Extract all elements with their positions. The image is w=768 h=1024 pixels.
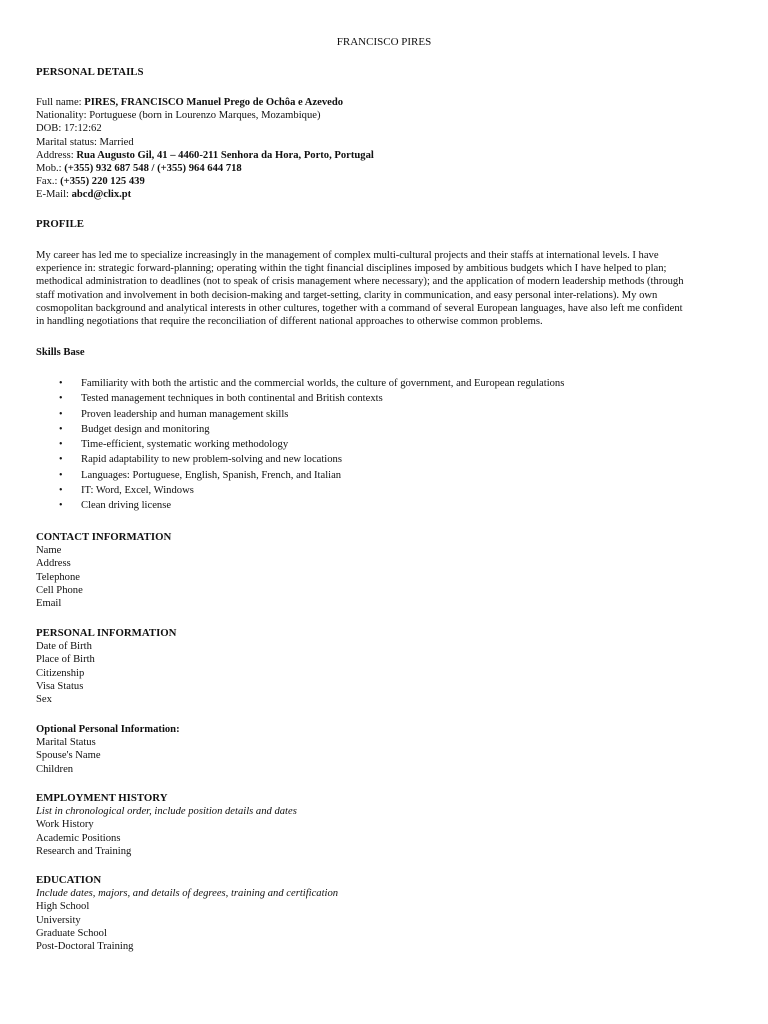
profile-line: cosmopolitan background and analytical interests in other cultures, together with a command of several European languages, have also left me confident xyxy=(36,302,683,314)
list-item: Cell Phone xyxy=(36,584,83,596)
employment-history-section xyxy=(36,792,736,858)
profile-line: experience in: strategic forward-planning; operating within the tight financial disciplines imposed by ambitious budgets which I have helped to plan; xyxy=(36,263,667,275)
skill-text: Clean driving license xyxy=(81,500,172,512)
list-item: High School xyxy=(36,901,90,913)
mobile-label: Mob.: xyxy=(36,163,65,175)
contact-information-section xyxy=(36,531,736,610)
skill-text: Languages: Portuguese, English, Spanish, French, and Italian xyxy=(81,469,342,481)
full-name-line xyxy=(36,96,736,109)
marital-status-line: Marital status: Married xyxy=(36,136,134,148)
fax-value: (+355) 220 125 439 xyxy=(60,176,145,188)
list-item xyxy=(36,408,736,423)
list-item: Post-Doctoral Training xyxy=(36,941,134,953)
list-item xyxy=(36,377,736,392)
personal-details-block xyxy=(36,96,736,202)
address-value: Rua Augusto Gil, 41 – 4460-211 Senhora da Hora, Porto, Portugal xyxy=(76,149,374,161)
list-item: Telephone xyxy=(36,571,80,583)
personal-details-heading: PERSONAL DETAILS xyxy=(36,66,144,78)
list-item: Address xyxy=(36,558,71,570)
list-item: Work History xyxy=(36,819,94,831)
bullet-icon: • xyxy=(59,393,63,405)
skill-text: Proven leadership and human management skills xyxy=(81,408,289,420)
list-item xyxy=(36,453,736,468)
contact-information-heading: CONTACT INFORMATION xyxy=(36,531,172,543)
list-item: Research and Training xyxy=(36,845,132,857)
full-name-value: PIRES, FRANCISCO Manuel Prego de Ochôa e Azevedo xyxy=(84,97,344,108)
fax-line xyxy=(36,175,736,188)
list-item: Spouse's Name xyxy=(36,750,101,762)
employment-history-note: List in chronological order, include position details and dates xyxy=(36,806,297,818)
bullet-icon: • xyxy=(59,500,63,512)
profile-line: My career has led me to specialize increasingly in the management of complex multi-cultural projects and their staffs at international levels. I have xyxy=(36,250,659,261)
fax-label: Fax.: xyxy=(36,176,61,188)
skill-text: Tested management techniques in both continental and British contexts xyxy=(81,393,383,405)
employment-history-heading: EMPLOYMENT HISTORY xyxy=(36,792,168,804)
list-item: Date of Birth xyxy=(36,641,92,653)
optional-personal-information-section xyxy=(36,723,736,776)
list-item: Graduate School xyxy=(36,927,107,939)
bullet-icon: • xyxy=(59,408,63,420)
list-item: Marital Status xyxy=(36,737,96,749)
address-label: Address: xyxy=(36,149,77,161)
full-name-label: Full name: xyxy=(36,97,85,108)
profile-line: methodical administration to deadlines (not to speak of crisis management where necessary); and the application of modern leadership methods (through xyxy=(36,276,684,288)
list-item: Children xyxy=(36,763,74,775)
profile-paragraph xyxy=(36,249,730,328)
list-item: Name xyxy=(36,545,62,557)
email-line xyxy=(36,188,736,201)
mobile-line xyxy=(36,162,736,175)
skill-text: Time-efficient, systematic working methodology xyxy=(81,439,289,451)
list-item xyxy=(36,499,736,514)
list-item xyxy=(36,392,736,407)
bullet-icon: • xyxy=(59,378,63,389)
profile-line: in handling negotiations that require the reconciliation of different national approaches to otherwise common problems. xyxy=(36,316,543,328)
profile-heading: PROFILE xyxy=(36,218,84,230)
profile-line: staff motivation and involvement in both decision-making and target-setting, clarity in communication, and easy personal inter-relations). My own xyxy=(36,289,658,301)
skill-text: IT: Word, Excel, Windows xyxy=(81,485,194,497)
list-item: Citizenship xyxy=(36,667,85,679)
list-item: Sex xyxy=(36,694,52,706)
skill-text: Familiarity with both the artistic and the commercial worlds, the culture of government, and European regulations xyxy=(81,378,565,389)
email-value: abcd@clix.pt xyxy=(71,189,132,201)
list-item xyxy=(36,438,736,453)
email-label: E-Mail: xyxy=(36,189,72,201)
list-item: Place of Birth xyxy=(36,654,95,666)
personal-information-section xyxy=(36,627,736,706)
personal-information-heading: PERSONAL INFORMATION xyxy=(36,627,177,639)
address-line xyxy=(36,149,736,162)
mobile-value: (+355) 932 687 548 / (+355) 964 644 718 xyxy=(64,163,242,175)
list-item xyxy=(36,484,736,499)
list-item: Visa Status xyxy=(36,680,84,692)
list-item xyxy=(36,469,736,484)
education-note: Include dates, majors, and details of degrees, training and certification xyxy=(36,888,339,900)
optional-personal-information-heading: Optional Personal Information: xyxy=(36,724,180,735)
skill-text: Budget design and monitoring xyxy=(81,423,210,435)
skill-text: Rapid adaptability to new problem-solving and new locations xyxy=(81,454,342,466)
bullet-icon: • xyxy=(59,454,63,466)
dob-line: DOB: 17:12:62 xyxy=(36,123,102,135)
list-item: Email xyxy=(36,598,62,610)
bullet-icon: • xyxy=(59,439,63,451)
skills-heading: Skills Base xyxy=(36,347,85,358)
bullet-icon: • xyxy=(59,423,63,435)
list-item xyxy=(36,423,736,438)
list-item: Academic Positions xyxy=(36,832,121,844)
nationality-line: Nationality: Portuguese (born in Lourenzo Marques, Mozambique) xyxy=(36,110,321,122)
bullet-icon: • xyxy=(59,485,63,497)
list-item: University xyxy=(36,914,81,926)
document-title: FRANCISCO PIRES xyxy=(336,36,432,48)
education-section xyxy=(36,874,736,953)
education-heading: EDUCATION xyxy=(36,874,102,886)
skills-list xyxy=(36,377,736,515)
bullet-icon: • xyxy=(59,469,63,481)
